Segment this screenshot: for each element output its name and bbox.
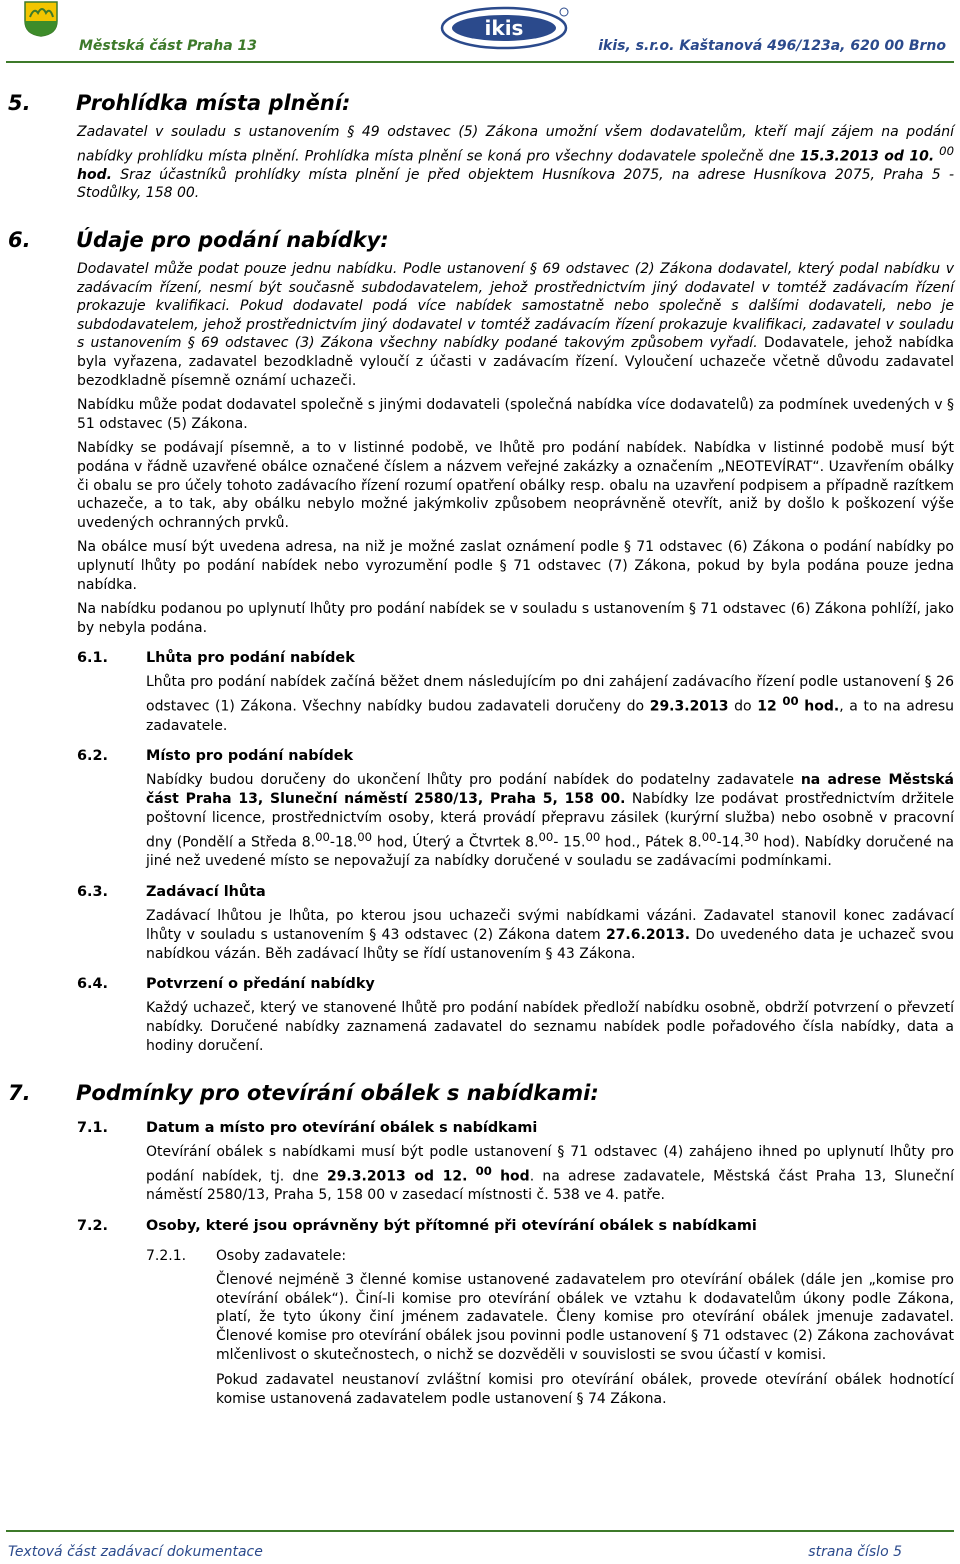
subsection-6-2-heading: 6.2. Místo pro podání nabídek xyxy=(77,748,354,765)
header-divider xyxy=(6,61,954,63)
header-right-text: ikis, s.r.o. Kaštanová 496/123a, 620 00 Brno xyxy=(598,38,946,54)
subsection-6-4-heading: 6.4. Potvrzení o předání nabídky xyxy=(77,976,375,993)
page-header xyxy=(0,0,960,64)
section-6-paragraph-1: Dodavatel může podat pouze jednu nabídku. Podle ustanovení § 69 odstavec (2) Zákona dodavatel, který podal nabídku v zadávacím řízení, nesmí být současně subdodavatelem, jehož prostřednictvím jiný dodavatel v tomtéž zadávacím řízení prokazuje kvalifikaci. Pokud dodavatel podá více nabídek samostatně nebo společně s dalšími dodavateli, nebo je subdodavatelem, jehož prostřednictvím jiný dodavatel v tomtéž zadávacím řízení prokazuje kvalifikaci, zadavatel v souladu s ustanovením § 69 odstavec (3) Zákona všechny nabídky podané takovým způsobem vyřadí. Dodavatele, jehož nabídka byla vyřazena, zadavatel bezodkladně vyloučí z účasti v zadávacím řízení. Vyloučení uchazeče včetně důvodu zadavatel bezodkladně písemně oznámí uchazeči. xyxy=(77,261,955,389)
section-6-heading: 6. Údaje pro podání nabídky: xyxy=(8,228,389,253)
subsection-7-1-text: Otevírání obálek s nabídkami musí být podle ustanovení § 71 odstavec (4) zahájeno ihned po uplynutí lhůty pro podání nabídek, tj. dne 29.3.2013 od 12. $^{00}$ hod. na adrese zadavatele, Městská část Praha 13, Sluneční náměstí 2580/13, Praha 5, 158 00 v zasedací místnosti č. 538 ve 4. patře. xyxy=(146,1143,955,1204)
subsection-7-2-1-text-1: Členové nejméně 3 členné komise ustanovené zadavatelem pro otevírání obálek (dále jen „komise pro otevírání obálek“). Činí-li komise pro otevírání obálek ve vztahu k dodavatelům úkony podle Zákona, platí, že tyto úkony činí jménem zadavatele. Členy komise pro otevírání obálek jmenuje zadavatel. Členové komise pro otevírání obálek jsou povinni podle ustanovení § 71 odstavec (2) Zákona zachovávat mlčenlivost o skutečnostech, o nichž se dozvěděli v souvislosti se svou účastí v komisi. xyxy=(216,1271,954,1364)
crest-icon xyxy=(24,1,58,37)
header-left-text: Městská část Praha 13 xyxy=(79,38,258,54)
subsection-6-1-heading: 6.1. Lhůta pro podání nabídek xyxy=(77,650,355,667)
ikis-logo xyxy=(440,4,572,52)
subsection-7-2-heading: 7.2. Osoby, které jsou oprávněny být přítomné při otevírání obálek s nabídkami xyxy=(77,1217,757,1234)
subsection-7-2-1-text-2: Pokud zadavatel neustanoví zvláštní komisi pro otevírání obálek, provede otevírání obálek hodnotící komise ustanovená zadavatelem podle ustanovení § 74 Zákona. xyxy=(216,1371,954,1407)
footer-divider xyxy=(6,1530,954,1532)
footer-left-text: Textová část zadávací dokumentace xyxy=(8,1544,263,1560)
subsection-6-4-text: Každý uchazeč, který ve stanovené lhůtě pro podání nabídek předloží nabídku osobně, obdrží potvrzení o převzetí nabídky. Doručené nabídky zaznamená zadavatel do seznamu nabídek podle pořadového čísla nabídky, data a hodiny doručení. xyxy=(146,1000,954,1054)
subsection-6-3-text: Zadávací lhůtou je lhůta, po kterou jsou uchazeči svými nabídkami vázáni. Zadavatel stanovil konec zadávací lhůty v souladu s ustanovením § 43 odstavec (2) Zákona datem 27.6.2013. Do uvedeného data je uchazeč svou nabídkou vázán. Běh zadávací lhůty se řídí ustanovením § 43 Zákona. xyxy=(146,908,955,962)
document-body xyxy=(0,66,960,1408)
section-6-paragraph-2: Nabídku může podat dodavatel společně s jinými dodavateli (společná nabídka více dodavatelů) za podmínek uvedených v § 51 odstavec (5) Zákona. xyxy=(77,397,954,432)
section-6-paragraph-5: Na nabídku podanou po uplynutí lhůty pro podání nabídek se v souladu s ustanovením § 71 odstavec (6) Zákona pohlíží, jako by nebyla podána. xyxy=(77,601,954,636)
subsection-7-1-heading: 7.1. Datum a místo pro otevírání obálek s nabídkami xyxy=(77,1119,538,1136)
section-7-heading: 7. Podmínky pro otevírání obálek s nabídkami: xyxy=(8,1080,599,1105)
section-5-paragraph: Zadavatel v souladu s ustanovením § 49 odstavec (5) Zákona umožní všem dodavatelům, kteří mají zájem na podání nabídky prohlídku místa plnění. Prohlídka místa plnění se koná pro všechny dodavatele společně dne 15.3.2013 od 10. $^{00}$ hod. Sraz účastníků prohlídky místa plnění je před objektem Husníkova 2075, na adrese Husníkova 2075, Praha 5 - Stodůlky, 158 00. xyxy=(77,124,955,202)
page-number: strana číslo 5 xyxy=(808,1544,902,1560)
subsection-6-1-text: Lhůta pro podání nabídek začíná běžet dnem následujícím po dni zahájení zadávacího řízení podle ustanovení § 26 odstavec (1) Zákona. Všechny nabídky budou zadavateli doručeny do 29.3.2013 do 12 $^{00}$ hod., a to na adresu zadavatele. xyxy=(146,674,954,734)
section-6-paragraph-4: Na obálce musí být uvedena adresa, na niž je možné zaslat oznámení podle § 71 odstavec (6) Zákona o podání nabídky po uplynutí lhůty po podání nabídek nebo vyrozumění podle § 71 odstavec (7) Zákona, pokud by byla podána pouze jedna nabídka. xyxy=(77,539,954,593)
section-6-paragraph-3: Nabídky se podávají písemně, a to v listinné podobě, ve lhůtě pro podání nabídek. Nabídka v listinné podobě musí být podána v řádně uzavřené obálce označené číslem a názvem veřejné zakázky a označením „NEOTEVÍRAT“. Uzavřením obálky či obalu se pro účely tohoto zadávacího řízení rozumí opatření obálky resp. obalu na uzavření podpisem a případně razítkem uchazeče, a to tak, aby obálku nebylo možné jakýmkoliv způsobem neoprávněně otevřít, aniž by došlo k poškození výše uvedených ochranných prvků. xyxy=(77,440,954,531)
section-5-heading: 5. Prohlídka místa plnění: xyxy=(8,91,351,115)
subsection-6-2-text: Nabídky budou doručeny do ukončení lhůty pro podání nabídek do podatelny zadavatele na adrese Městská část Praha 13, Sluneční náměstí 2580/13, Praha 5, 158 00. Nabídky lze podávat prostřednictvím držitele poštovní licence, prostřednictvím osoby, která provádí přepravu zásilek (kurýrní služba) nebo osobně v pracovní dny (Pondělí a Středa 8.00-18.00 hod, Úterý a Čtvrtek 8.00- 15.00 hod., Pátek 8.00-14.30 hod). Nabídky doručené na jiné než uvedené místo se nepovažují za nabídky doručené v souladu se zadávacími podmínkami. xyxy=(146,772,955,870)
subsection-7-2-1-heading: 7.2.1. Osoby zadavatele: xyxy=(146,1247,347,1264)
svg-text:ikis: ikis xyxy=(484,16,524,40)
subsection-6-3-heading: 6.3. Zadávací lhůta xyxy=(77,884,266,900)
